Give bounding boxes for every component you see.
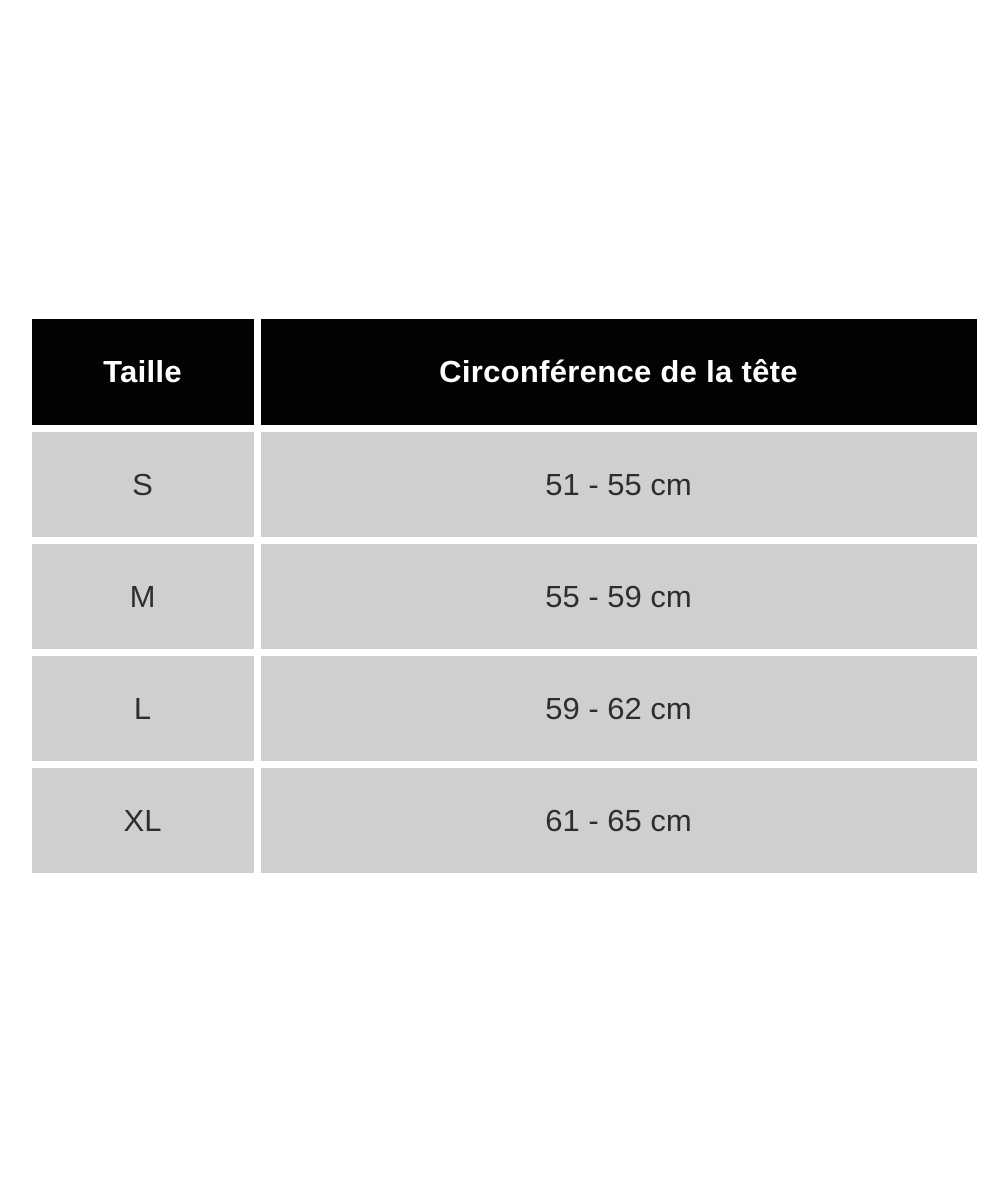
circumference-cell-l: 59 - 62 cm — [261, 656, 977, 761]
size-cell-xl: XL — [32, 768, 254, 873]
circumference-cell-xl: 61 - 65 cm — [261, 768, 977, 873]
circumference-cell-s: 51 - 55 cm — [261, 432, 977, 537]
circumference-cell-m: 55 - 59 cm — [261, 544, 977, 649]
size-cell-l: L — [32, 656, 254, 761]
column-header-head-circumference: Circonférence de la tête — [261, 319, 977, 425]
column-header-size: Taille — [32, 319, 254, 425]
size-cell-s: S — [32, 432, 254, 537]
size-cell-m: M — [32, 544, 254, 649]
size-chart-table — [32, 319, 977, 873]
